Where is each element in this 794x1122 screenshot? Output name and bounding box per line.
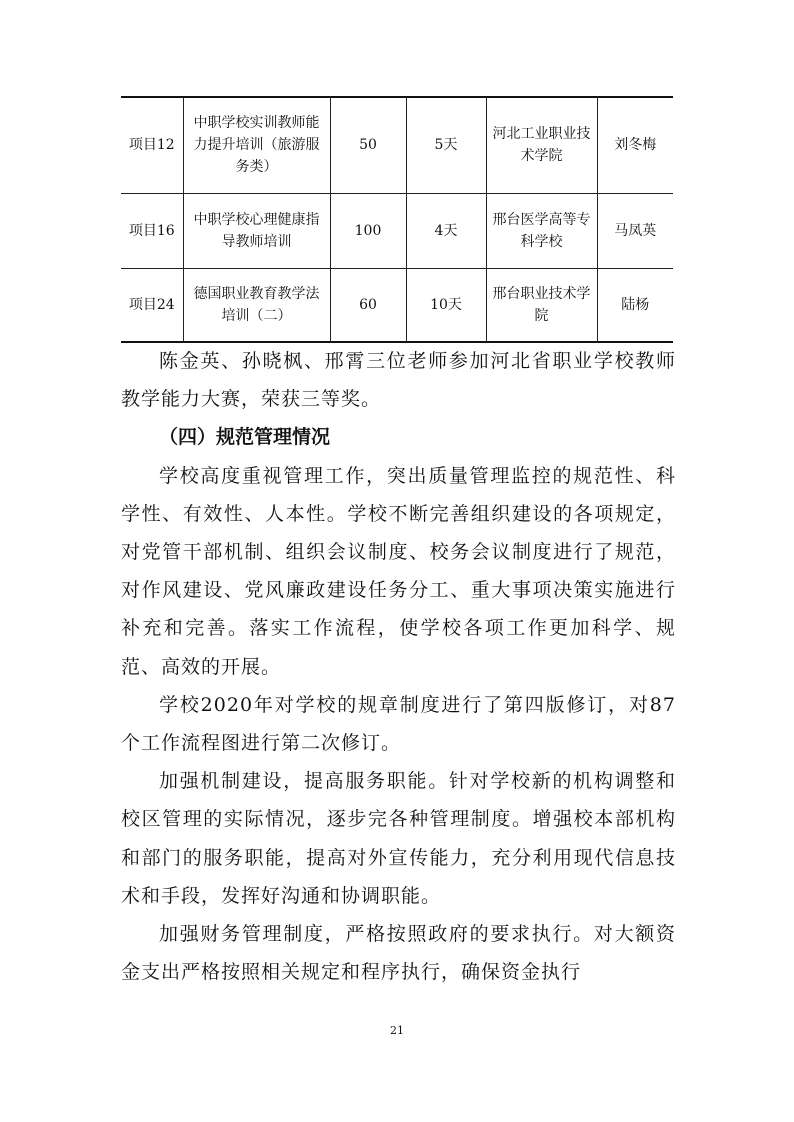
management-paragraph: 学校高度重视管理工作，突出质量管理监控的规范性、科学性、有效性、人本性。学校不断完善组织建设的各项规定，对党管干部机制、组织会议制度、校务会议制度进行了规范，对作风建设、党风廉政建设任务分工、重大事项决策实施进行补充和完善。落实工作流程，使学校各项工作更加科学、规范、高效的开展。 xyxy=(121,464,676,678)
project-cell: 项目12 xyxy=(121,97,183,193)
contact-cell: 刘冬梅 xyxy=(597,97,673,193)
training-projects-table xyxy=(121,96,673,343)
award-paragraph: 陈金英、孙晓枫、邢霄三位老师参加河北省职业学校教师教学能力大赛，荣获三等奖。 xyxy=(121,350,676,411)
host-institution-cell: 河北工业职业技术学院 xyxy=(486,97,597,193)
regulation-revision-paragraph: 学校2020年对学校的规章制度进行了第四版修订，对87个工作流程图进行第二次修订。 xyxy=(121,693,676,755)
project-cell: 项目16 xyxy=(121,193,183,268)
table-row xyxy=(121,193,673,268)
participant-count-cell: 50 xyxy=(330,97,406,193)
duration-cell: 5天 xyxy=(406,97,486,193)
duration-cell: 4天 xyxy=(406,193,486,268)
project-cell: 项目24 xyxy=(121,268,183,342)
participant-count-cell: 100 xyxy=(330,193,406,268)
contact-cell: 陆杨 xyxy=(597,268,673,342)
duration-cell: 10天 xyxy=(406,268,486,342)
finance-paragraph: 加强财务管理制度，严格按照政府的要求执行。对大额资金支出严格按照相关规定和程序执行，确保资金执行 xyxy=(121,923,676,984)
project-name-cell: 德国职业教育教学法培训（二） xyxy=(183,268,330,342)
mechanism-paragraph: 加强机制建设，提高服务职能。针对学校新的机构调整和校区管理的实际情况，逐步完各种管理制度。增强校本部机构和部门的服务职能，提高对外宣传能力，充分利用现代信息技术和手段，发挥好沟通和协调职能。 xyxy=(121,770,676,907)
host-institution-cell: 邢台医学高等专科学校 xyxy=(486,193,597,268)
contact-cell: 马凤英 xyxy=(597,193,673,268)
host-institution-cell: 邢台职业技术学院 xyxy=(486,268,597,342)
project-name-cell: 中职学校实训教师能力提升培训（旅游服务类） xyxy=(183,97,330,193)
body-text xyxy=(121,342,676,991)
table-row xyxy=(121,268,673,342)
table-row xyxy=(121,97,673,193)
project-name-cell: 中职学校心理健康指导教师培训 xyxy=(183,193,330,268)
participant-count-cell: 60 xyxy=(330,268,406,342)
page-number: 21 xyxy=(390,1024,404,1037)
section-heading: （四）规范管理情况 xyxy=(159,426,331,449)
